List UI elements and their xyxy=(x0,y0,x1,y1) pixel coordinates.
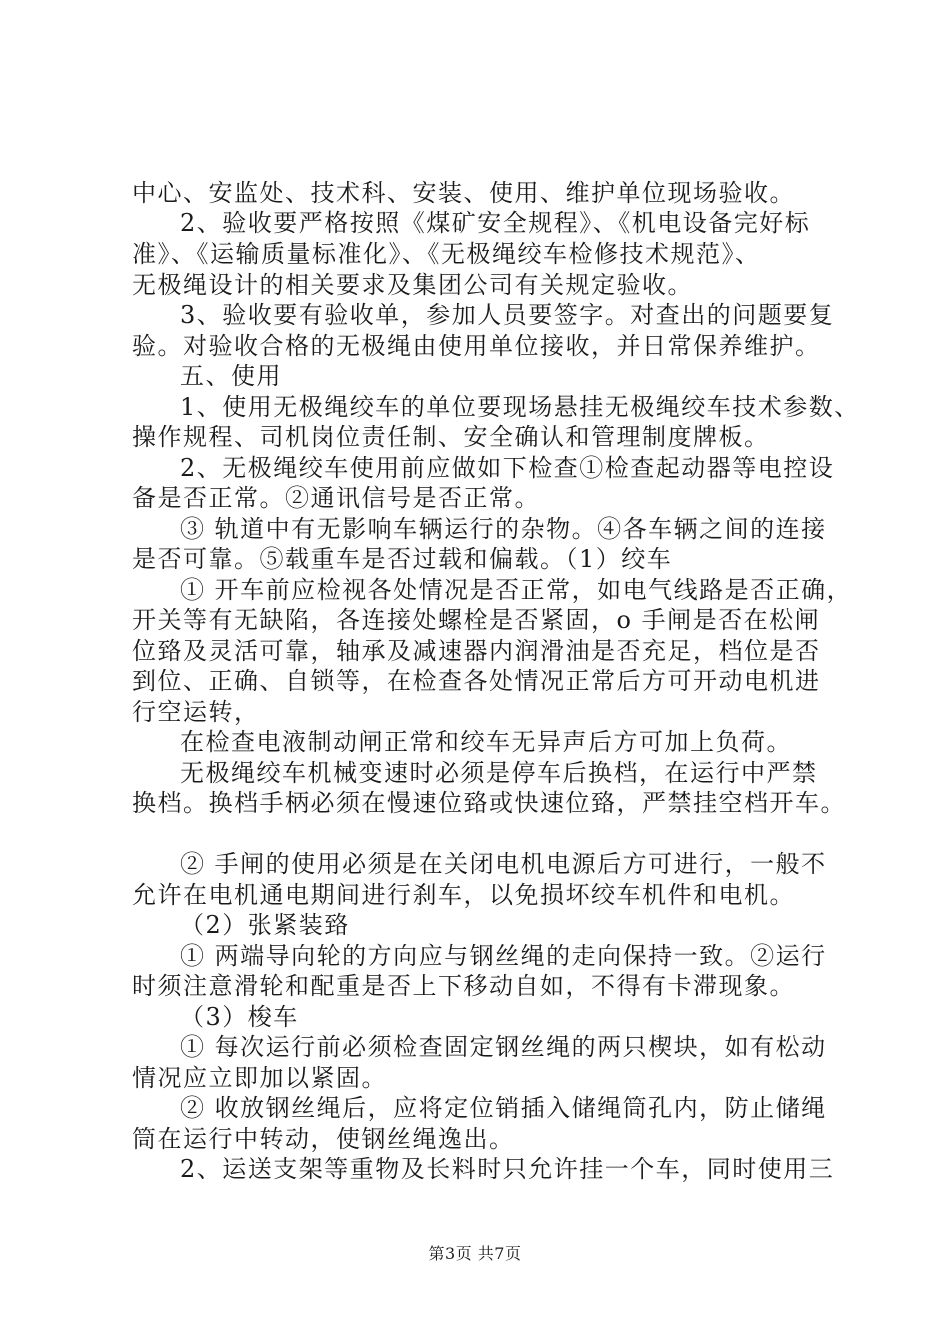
text-line: ① 两端导向轮的方向应与钢丝绳的走向保持一致。②运行 xyxy=(180,942,827,970)
text-line: ③ 轨道中有无影响车辆运行的杂物。④各车辆之间的连接 xyxy=(180,515,827,543)
text-line: 2、验收要严格按照《煤矿安全规程》、《机电设备完好标 xyxy=(180,209,811,237)
text-line: 允许在电机通电期间进行刹车，以免损坏绞车机件和电机。 xyxy=(132,881,795,909)
text-line: 开关等有无缺陷，各连接处螺栓是否紧固，o 手闸是否在松闸 xyxy=(132,606,821,634)
text-line: 无极绳绞车机械变速时必须是停车后换档，在运行中严禁 xyxy=(180,759,818,787)
text-line: ① 每次运行前必须检查固定钢丝绳的两只楔块，如有松动 xyxy=(180,1033,827,1061)
text-line: 是否可靠。⑤载重车是否过载和偏载。（1）绞车 xyxy=(132,545,673,573)
text-line: 准》、《运输质量标准化》、《无极绳绞车检修技术规范》、 xyxy=(132,240,761,268)
text-line: 时须注意滑轮和配重是否上下移动自如，不得有卡滞现象。 xyxy=(132,972,795,1000)
text-line: ② 收放钢丝绳后，应将定位销插入储绳筒孔内，防止储绳 xyxy=(180,1094,827,1122)
text-line: 中心、安监处、技术科、安装、使用、维护单位现场验收。 xyxy=(132,179,795,207)
text-line: 到位、正确、自锁等，在检查各处情况正常后方可开动电机进 xyxy=(132,667,821,695)
text-line: 3、验收要有验收单，参加人员要签字。对查出的问题要复 xyxy=(180,301,835,329)
subsection-heading: （2）张紧装臵 xyxy=(180,911,350,939)
text-line: 位臵及灵活可靠，轴承及减速器内润滑油是否充足，档位是否 xyxy=(132,637,821,665)
page-footer: 第3页 共7页 xyxy=(428,1244,522,1263)
text-line: 1、使用无极绳绞车的单位要现场悬挂无极绳绞车技术参数、 xyxy=(180,393,860,421)
text-line: 备是否正常。②通讯信号是否正常。 xyxy=(132,484,540,512)
text-line: ① 开车前应检视各处情况是否正常，如电气线路是否正确， xyxy=(180,576,853,604)
text-line: 换档。换档手柄必须在慢速位臵或快速位臵，严禁挂空档开车。 xyxy=(132,789,846,817)
text-line: 在检查电液制动闸正常和绞车无异声后方可加上负荷。 xyxy=(180,728,792,756)
text-line: 筒在运行中转动，使钢丝绳逸出。 xyxy=(132,1125,515,1153)
section-heading: 五、使用 xyxy=(180,362,282,390)
text-line: 2、无极绳绞车使用前应做如下检查①检查起动器等电控设 xyxy=(180,454,835,482)
text-line: 验。对验收合格的无极绳由使用单位接收，并日常保养维护。 xyxy=(132,332,821,360)
text-line: 行空运转， xyxy=(132,698,260,726)
text-line: 操作规程、司机岗位责任制、安全确认和管理制度牌板。 xyxy=(132,423,770,451)
text-line: 无极绳设计的相关要求及集团公司有关规定验收。 xyxy=(132,271,693,299)
subsection-heading: （3）梭车 xyxy=(180,1003,299,1031)
text-line: 情况应立即加以紧固。 xyxy=(132,1064,387,1092)
text-line: ② 手闸的使用必须是在关闭电机电源后方可进行，一般不 xyxy=(180,850,827,878)
text-line: 2、运送支架等重物及长料时只允许挂一个车，同时使用三 xyxy=(180,1155,835,1183)
